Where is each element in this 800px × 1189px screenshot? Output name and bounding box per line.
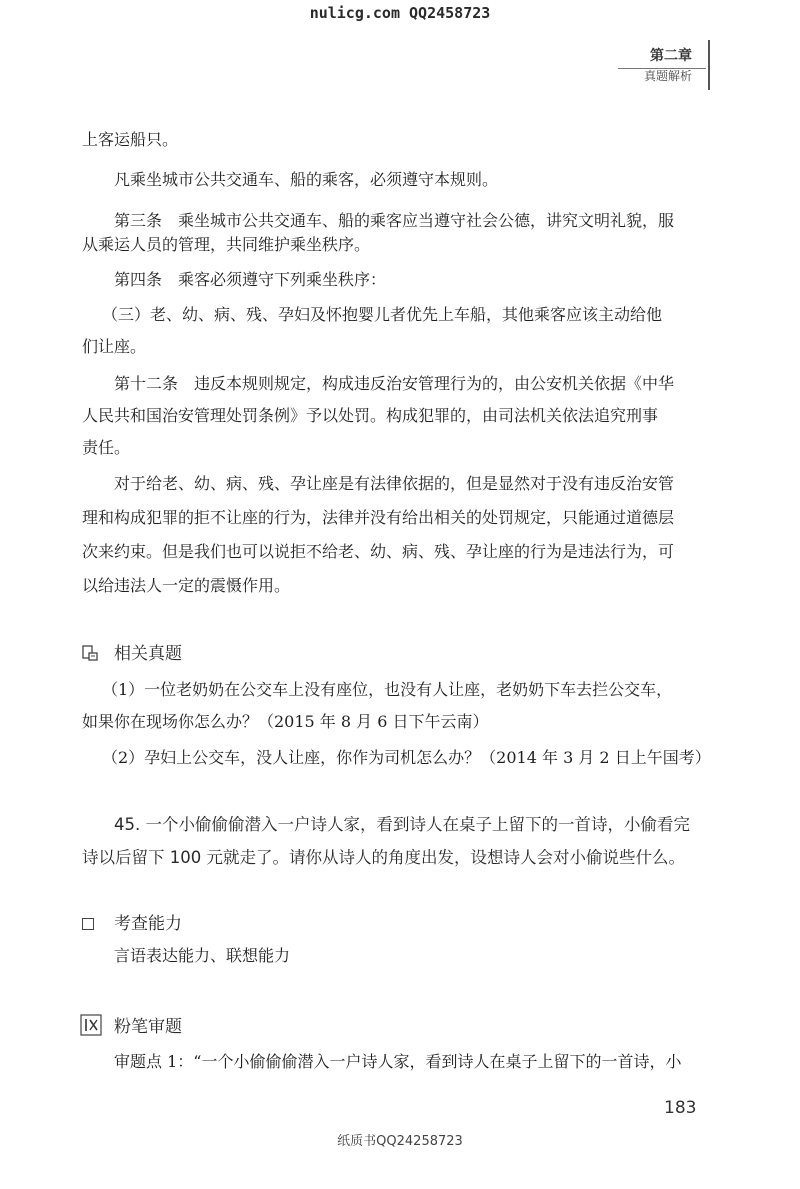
- related-item: （1）一位老奶奶在公交车上没有座位，也没有人让座，老奶奶下车去拦公交车，: [102, 680, 673, 699]
- checkbox-icon: [82, 918, 94, 930]
- related-item: 如果你在现场你怎么办？（2015 年 8 月 6 日下午云南）: [82, 712, 489, 731]
- body-line: 理和构成犯罪的拒不让座的行为，法律并没有给出相关的处罚规定，只能通过道德层: [82, 508, 675, 527]
- body-line: 次来约束。但是我们也可以说拒不给老、幼、病、残、孕让座的行为是违法行为，可: [82, 542, 675, 561]
- body-line: 上客运船只。: [82, 130, 179, 149]
- question-line: 诗以后留下 100 元就走了。请你从诗人的角度出发，设想诗人会对小偷说些什么。: [82, 848, 685, 867]
- related-heading: 相关真题: [114, 644, 182, 664]
- chapter-header: [644, 46, 692, 86]
- analysis-heading: 粉笔审题: [114, 1017, 182, 1037]
- chapter-subtitle: 真题解析: [643, 69, 692, 83]
- body-line: 以给违法人一定的震慑作用。: [82, 576, 291, 595]
- body-line: 从乘运人员的管理，共同维护乘坐秩序。: [82, 235, 371, 254]
- body-line: 人民共和国治安管理处罚条例》予以处罚。构成犯罪的，由司法机关依法追究刑事: [82, 406, 659, 425]
- body-line: （三）老、幼、病、残、孕妇及怀抱婴儿者优先上车船，其他乘客应该主动给他: [102, 305, 663, 324]
- chapter-title: 第二章: [650, 48, 692, 64]
- ability-text: 言语表达能力、联想能力: [114, 946, 291, 965]
- body-line: 凡乘坐城市公共交通车、船的乘客，必须遵守本规则。: [114, 170, 499, 189]
- body-line: 责任。: [82, 438, 131, 457]
- bottom-watermark: 纸质书QQ24258723: [337, 1134, 463, 1149]
- body-line: 们让座。: [82, 337, 147, 356]
- body-line: 对于给老、幼、病、残、孕让座是有法律依据的，但是显然对于没有违反治安管: [114, 474, 675, 493]
- ability-heading: 考查能力: [114, 914, 182, 934]
- related-item: （2）孕妇上公交车，没人让座，你作为司机怎么办？（2014 年 3 月 2 日上午国考）: [102, 748, 711, 767]
- chalk-icon: [80, 1014, 102, 1036]
- question-line: 45. 一个小偷偷偷潜入一户诗人家，看到诗人在桌子上留下的一首诗，小偷看完: [114, 815, 690, 834]
- document-icon: [82, 645, 98, 661]
- top-watermark: nulicg.com QQ2458723: [309, 4, 491, 22]
- page-number: 183: [664, 1098, 697, 1118]
- body-line: 第三条 乘坐城市公共交通车、船的乘客应当遵守社会公德，讲究文明礼貌，服: [114, 211, 675, 230]
- body-line: 第十二条 违反本规则规定，构成违反治安管理行为的，由公安机关依据《中华: [114, 374, 675, 393]
- chapter-vertical-rule: [708, 40, 710, 90]
- analysis-text: 审题点 1：“一个小偷偷偷潜入一户诗人家，看到诗人在桌子上留下的一首诗，小: [114, 1052, 682, 1071]
- body-line: 第四条 乘客必须遵守下列乘坐秩序：: [114, 270, 387, 289]
